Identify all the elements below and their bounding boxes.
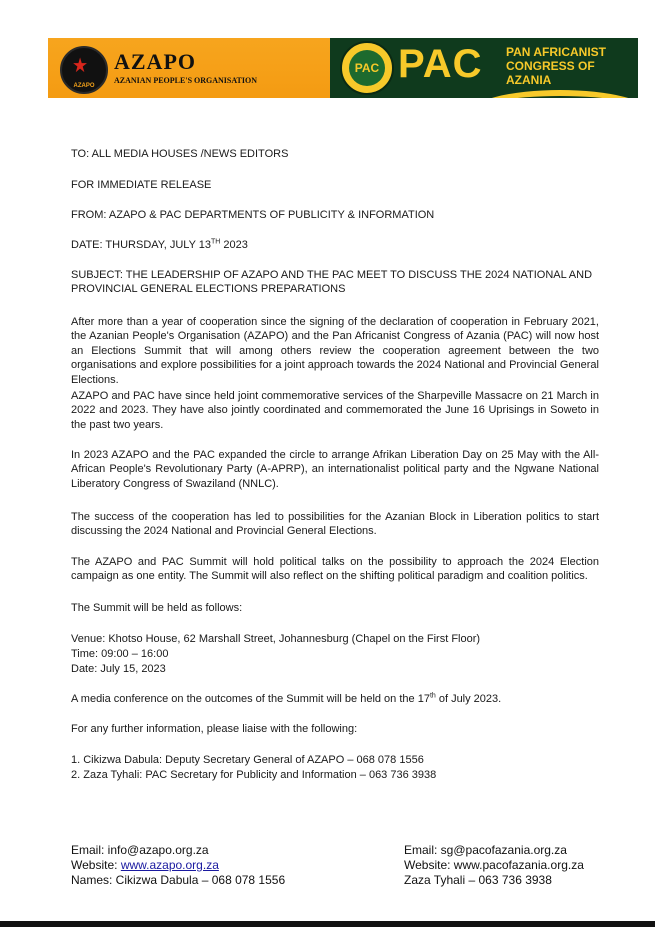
memo-date-prefix: DATE: THURSDAY, JULY 13 — [71, 239, 211, 251]
azapo-subtitle: AZANIAN PEOPLE'S ORGANISATION — [114, 76, 257, 85]
pac-fullname-line1: PAN AFRICANIST — [506, 45, 606, 59]
memo-date — [71, 238, 248, 252]
memo-to: TO: ALL MEDIA HOUSES /NEWS EDITORS — [71, 148, 289, 160]
summit-time: Time: 09:00 – 16:00 — [71, 648, 169, 660]
footer-right-website: Website: www.pacofazania.org.za — [404, 858, 584, 872]
footer-left-email: Email: info@azapo.org.za — [71, 843, 209, 857]
pac-fullname-line2: CONGRESS OF AZANIA — [506, 59, 595, 87]
summit-venue: Venue: Khotso House, 62 Marshall Street, Johannesburg (Chapel on the First Floor) — [71, 633, 481, 645]
memo-date-suffix: 2023 — [220, 239, 248, 251]
pac-emblem-text: PAC — [349, 50, 385, 86]
header-banner — [48, 38, 638, 98]
pac-name: PAC — [398, 42, 483, 86]
azapo-emblem-text: AZAPO — [73, 83, 95, 89]
azapo-emblem-icon — [60, 46, 108, 94]
footer-left-names: Names: Cikizwa Dabula – 068 078 1556 — [71, 873, 286, 887]
memo-subject: SUBJECT: THE LEADERSHIP OF AZAPO AND THE PAC MEET TO DISCUSS THE 2024 NATIONAL AND PROVINCIAL GENERAL ELECTIONS PREPARATIONS — [71, 269, 593, 296]
paragraph-3: In 2023 AZAPO and the PAC expanded the circle to arrange Afrikan Liberation Day on 25 May with the All-African People's Revolutionary Party (A-APRP), an internationalist political party and the Ngwane National Liberatory Congress of Swaziland (NNLC). — [71, 449, 599, 490]
azapo-banner — [48, 38, 330, 98]
memo-release: FOR IMMEDIATE RELEASE — [71, 179, 212, 191]
footer-left-website — [71, 858, 285, 873]
pac-fullname — [506, 45, 638, 87]
media-conference-prefix: A media conference on the outcomes of the Summit will be held on the 17 — [71, 693, 430, 705]
paragraph-4: The success of the cooperation has led to possibilities for the Azanian Block in Liberation politics to start discussing the 2024 National and Provincial General Elections. — [71, 511, 599, 538]
footer-left-website-label: Website: — [71, 858, 121, 872]
summit-date: Date: July 15, 2023 — [71, 663, 166, 675]
memo-date-sup: TH — [211, 238, 221, 246]
media-conference-suffix: of July 2023. — [435, 693, 502, 705]
contact-2: 2. Zaza Tyhali: PAC Secretary for Publicity and Information – 063 736 3938 — [71, 769, 437, 781]
further-info: For any further information, please liaise with the following: — [71, 723, 358, 735]
media-conference-sup: th — [429, 692, 436, 700]
paragraph-1: After more than a year of cooperation since the signing of the declaration of cooperation in February 2021, the Azanian People's Organisation (AZAPO) and the Pan Africanist Congress of Azania (PAC) will now host an Elections Summit that will among others review the cooperation agreement between the two organisations and explore possibilities for a joint approach towards the 2024 National and Provincial General Elections. — [71, 316, 599, 386]
memo-from: FROM: AZAPO & PAC DEPARTMENTS OF PUBLICITY & INFORMATION — [71, 209, 435, 221]
bottom-rule — [0, 921, 655, 927]
pac-emblem-icon — [340, 41, 394, 95]
azapo-name: AZAPO — [114, 49, 196, 74]
pac-banner — [330, 38, 638, 98]
pac-arc-decoration — [470, 90, 638, 98]
azapo-website-link[interactable]: www.azapo.org.za — [120, 858, 219, 872]
media-conference — [71, 692, 501, 706]
paragraph-6: The Summit will be held as follows: — [71, 602, 243, 614]
footer-right-email: Email: sg@pacofazania.org.za — [404, 843, 567, 857]
paragraph-2: AZAPO and PAC have since held joint commemorative services of the Sharpeville Massacre on 21 March in 2022 and 2023. They have also jointly coordinated and commemorated the June 16 Uprisings in Soweto in the past two years. — [71, 390, 599, 431]
contact-1: 1. Cikizwa Dabula: Deputy Secretary General of AZAPO – 068 078 1556 — [71, 754, 424, 766]
paragraph-5: The AZAPO and PAC Summit will hold political talks on the possibility to approach the 2024 Election campaign as one entity. The Summit will also reflect on the shifting political paradigm and coalition politics. — [71, 556, 599, 583]
footer-left — [71, 843, 285, 888]
star-icon: ★ — [72, 55, 89, 77]
footer-right-names: Zaza Tyhali – 063 736 3938 — [404, 873, 552, 887]
footer-right — [404, 843, 584, 888]
